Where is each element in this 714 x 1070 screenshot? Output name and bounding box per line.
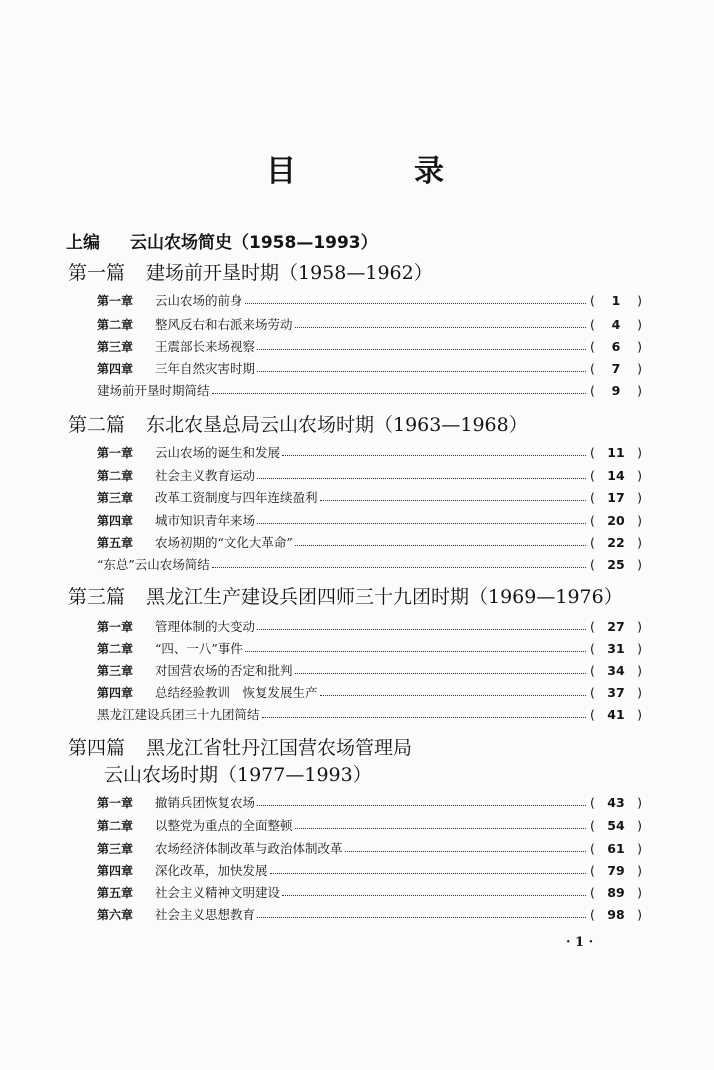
page-number-ref: 20 [607,512,625,528]
entry-title: 农场经济体制改革与政治体制改革 [155,841,343,856]
entry-title: 云山农场的前身 [155,293,243,308]
page-ref [590,663,642,678]
close-paren: ) [637,794,642,810]
page-number-ref: 14 [607,467,625,483]
page-ref [590,513,642,528]
close-paren: ) [637,706,642,722]
entry-title: 管理体制的大变动 [155,619,256,634]
dot-leader [320,500,586,501]
chapter-label: 第五章 [97,885,134,900]
page-ref [590,885,642,900]
dot-leader [270,873,586,874]
section-title: 建场前开垦时期（1958—1962） [146,262,433,284]
entry-title: 云山农场的诞生和发展 [155,445,281,460]
section-title: 黑龙江生产建设兵团四师三十九团时期（1969—1976） [146,586,623,608]
close-paren: ) [637,884,642,900]
entry-title: 社会主义教育运动 [155,468,256,483]
page-number-ref: 11 [607,444,625,460]
page-ref [590,557,642,572]
open-paren: ( [590,382,595,398]
close-paren: ) [637,640,642,656]
page-number-ref: 7 [611,360,621,376]
close-paren: ) [637,360,642,376]
section-label: 第二篇 [68,414,126,436]
section-label: 第一篇 [68,262,126,284]
close-paren: ) [637,817,642,833]
page-ref [590,795,642,810]
page-number-ref: 22 [607,534,625,550]
close-paren: ) [637,840,642,856]
open-paren: ( [590,360,595,376]
section-heading [68,733,412,760]
page-ref [590,445,642,460]
open-paren: ( [590,512,595,528]
entry-title: 深化改革，加快发展 [155,863,268,878]
entry-title: 三年自然灾害时期 [155,361,256,376]
toc-entry [97,838,642,858]
toc-entry [97,882,642,902]
dot-leader [295,327,586,328]
toc-entry [97,704,642,724]
page-ref [590,707,642,722]
chapter-label: 第二章 [97,818,134,833]
open-paren: ( [590,662,595,678]
open-paren: ( [590,840,595,856]
dot-leader [257,805,586,806]
entry-title: 农场初期的“文化大革命” [155,535,293,550]
page-number-ref: 61 [607,840,625,856]
close-paren: ) [637,444,642,460]
section-label: 第四篇 [68,737,126,759]
dot-leader [257,917,586,918]
toc-entry [97,660,642,680]
page-ref [590,383,642,398]
part-title: 云山农场简史（1958—1993） [130,233,378,253]
section-heading [68,410,528,437]
dot-leader [245,303,586,304]
page-number-ref: 17 [607,489,625,505]
dot-leader [295,828,586,829]
open-paren: ( [590,684,595,700]
chapter-label: 第一章 [97,619,134,634]
dot-leader [282,895,586,896]
dot-leader [257,349,586,350]
title-char-1: 目 [266,154,296,189]
page-ref [590,841,642,856]
page-number-ref: 54 [607,817,625,833]
page-number: · 1 · [566,935,594,950]
open-paren: ( [590,444,595,460]
close-paren: ) [637,489,642,505]
entry-title: “四、一八”事件 [155,641,243,656]
section-heading [68,258,433,285]
entry-title: 社会主义精神文明建设 [155,885,281,900]
chapter-label: 第二章 [97,468,134,483]
close-paren: ) [637,684,642,700]
dot-leader [257,371,586,372]
dot-leader [282,455,586,456]
page-number-ref: 25 [607,556,625,572]
toc-entry [97,358,642,378]
page-number-ref: 41 [607,706,625,722]
toc-entry [97,442,642,462]
chapter-label: 第一章 [97,293,134,308]
open-paren: ( [590,292,595,308]
dot-leader [295,545,586,546]
page-ref [590,468,642,483]
dot-leader [245,651,586,652]
page-number-ref: 31 [607,640,625,656]
page-number-ref: 34 [607,662,625,678]
chapter-label: 第四章 [97,863,134,878]
entry-title: 撤销兵团恢复农场 [155,795,256,810]
page-number-ref: 89 [607,884,625,900]
page-ref [590,339,642,354]
toc-entry [97,465,642,485]
chapter-label: 第五章 [97,535,134,550]
toc-entry [97,904,642,924]
page-number-ref: 6 [611,338,621,354]
entry-title: 城市知识青年来场 [155,513,256,528]
toc-entry [97,815,642,835]
close-paren: ) [637,906,642,922]
page-number-ref: 43 [607,794,625,810]
entry-title: 王震部长来场视察 [155,339,256,354]
toc-entry [97,336,642,356]
open-paren: ( [590,862,595,878]
close-paren: ) [637,338,642,354]
toc-entry [97,510,642,530]
open-paren: ( [590,640,595,656]
chapter-label: 第六章 [97,907,134,922]
open-paren: ( [590,794,595,810]
page-ref [590,641,642,656]
toc-entry [97,638,642,658]
part-heading [66,228,378,253]
close-paren: ) [637,534,642,550]
toc-entry [97,532,642,552]
entry-title: 建场前开垦时期简结 [97,383,210,398]
toc-entry [97,860,642,880]
close-paren: ) [637,512,642,528]
dot-leader [320,695,586,696]
page-ref [590,490,642,505]
page-ref [590,361,642,376]
open-paren: ( [590,884,595,900]
chapter-label: 第二章 [97,641,134,656]
page-ref [590,317,642,332]
toc-entry [97,682,642,702]
entry-title: 以整党为重点的全面整顿 [155,818,293,833]
open-paren: ( [590,817,595,833]
chapter-label: 第三章 [97,339,134,354]
dot-leader [257,629,586,630]
section-label: 第三篇 [68,586,126,608]
section-title: 黑龙江省牡丹江国营农场管理局 [146,737,413,759]
close-paren: ) [637,862,642,878]
section-title-line-2: 云山农场时期（1977—1993） [104,764,372,786]
chapter-label: 第四章 [97,513,134,528]
close-paren: ) [637,382,642,398]
toc-entry [97,487,642,507]
page-number-ref: 98 [607,906,625,922]
close-paren: ) [637,618,642,634]
toc-entry [97,554,642,574]
close-paren: ) [637,316,642,332]
open-paren: ( [590,534,595,550]
dot-leader [345,851,586,852]
page-ref [590,863,642,878]
toc-entry [97,792,642,812]
open-paren: ( [590,906,595,922]
chapter-label: 第二章 [97,317,134,332]
open-paren: ( [590,618,595,634]
chapter-label: 第三章 [97,490,134,505]
entry-title: “东总”云山农场简结 [97,557,210,572]
toc-entry [97,290,642,310]
page-ref [590,293,642,308]
page-number-ref: 1 [611,292,621,308]
open-paren: ( [590,467,595,483]
entry-title: 整风反右和右派来场劳动 [155,317,293,332]
chapter-label: 第一章 [97,795,134,810]
entry-title: 对国营农场的否定和批判 [155,663,293,678]
dot-leader [295,673,586,674]
page-ref [590,685,642,700]
toc-entry [97,616,642,636]
page-number-ref: 79 [607,862,625,878]
page-ref [590,535,642,550]
page-ref [590,907,642,922]
page-number-ref: 9 [611,382,621,398]
toc-entry [97,314,642,334]
page-ref [590,619,642,634]
entry-title: 改革工资制度与四年连续盈利 [155,490,318,505]
open-paren: ( [590,556,595,572]
open-paren: ( [590,338,595,354]
chapter-label: 第三章 [97,663,134,678]
dot-leader [257,478,586,479]
open-paren: ( [590,316,595,332]
page-number-ref: 37 [607,684,625,700]
section-title: 东北农垦总局云山农场时期（1963—1968） [146,414,528,436]
dot-leader [212,393,586,394]
entry-title: 社会主义思想教育 [155,907,256,922]
close-paren: ) [637,556,642,572]
page-ref [590,818,642,833]
page-number-ref: 4 [611,316,621,332]
open-paren: ( [590,489,595,505]
dot-leader [212,567,586,568]
chapter-label: 第三章 [97,841,134,856]
section-heading [68,582,623,609]
part-label: 上编 [66,233,100,253]
dot-leader [257,523,586,524]
entry-title: 黑龙江建设兵团三十九团简结 [97,707,260,722]
chapter-label: 第四章 [97,685,134,700]
entry-title: 总结经验教训 恢复发展生产 [155,685,318,700]
page-number-ref: 27 [607,618,625,634]
dot-leader [262,717,586,718]
close-paren: ) [637,467,642,483]
chapter-label: 第四章 [97,361,134,376]
close-paren: ) [637,292,642,308]
toc-entry [97,380,642,400]
chapter-label: 第一章 [97,445,134,460]
open-paren: ( [590,706,595,722]
title-char-2: 录 [414,154,444,189]
close-paren: ) [637,662,642,678]
